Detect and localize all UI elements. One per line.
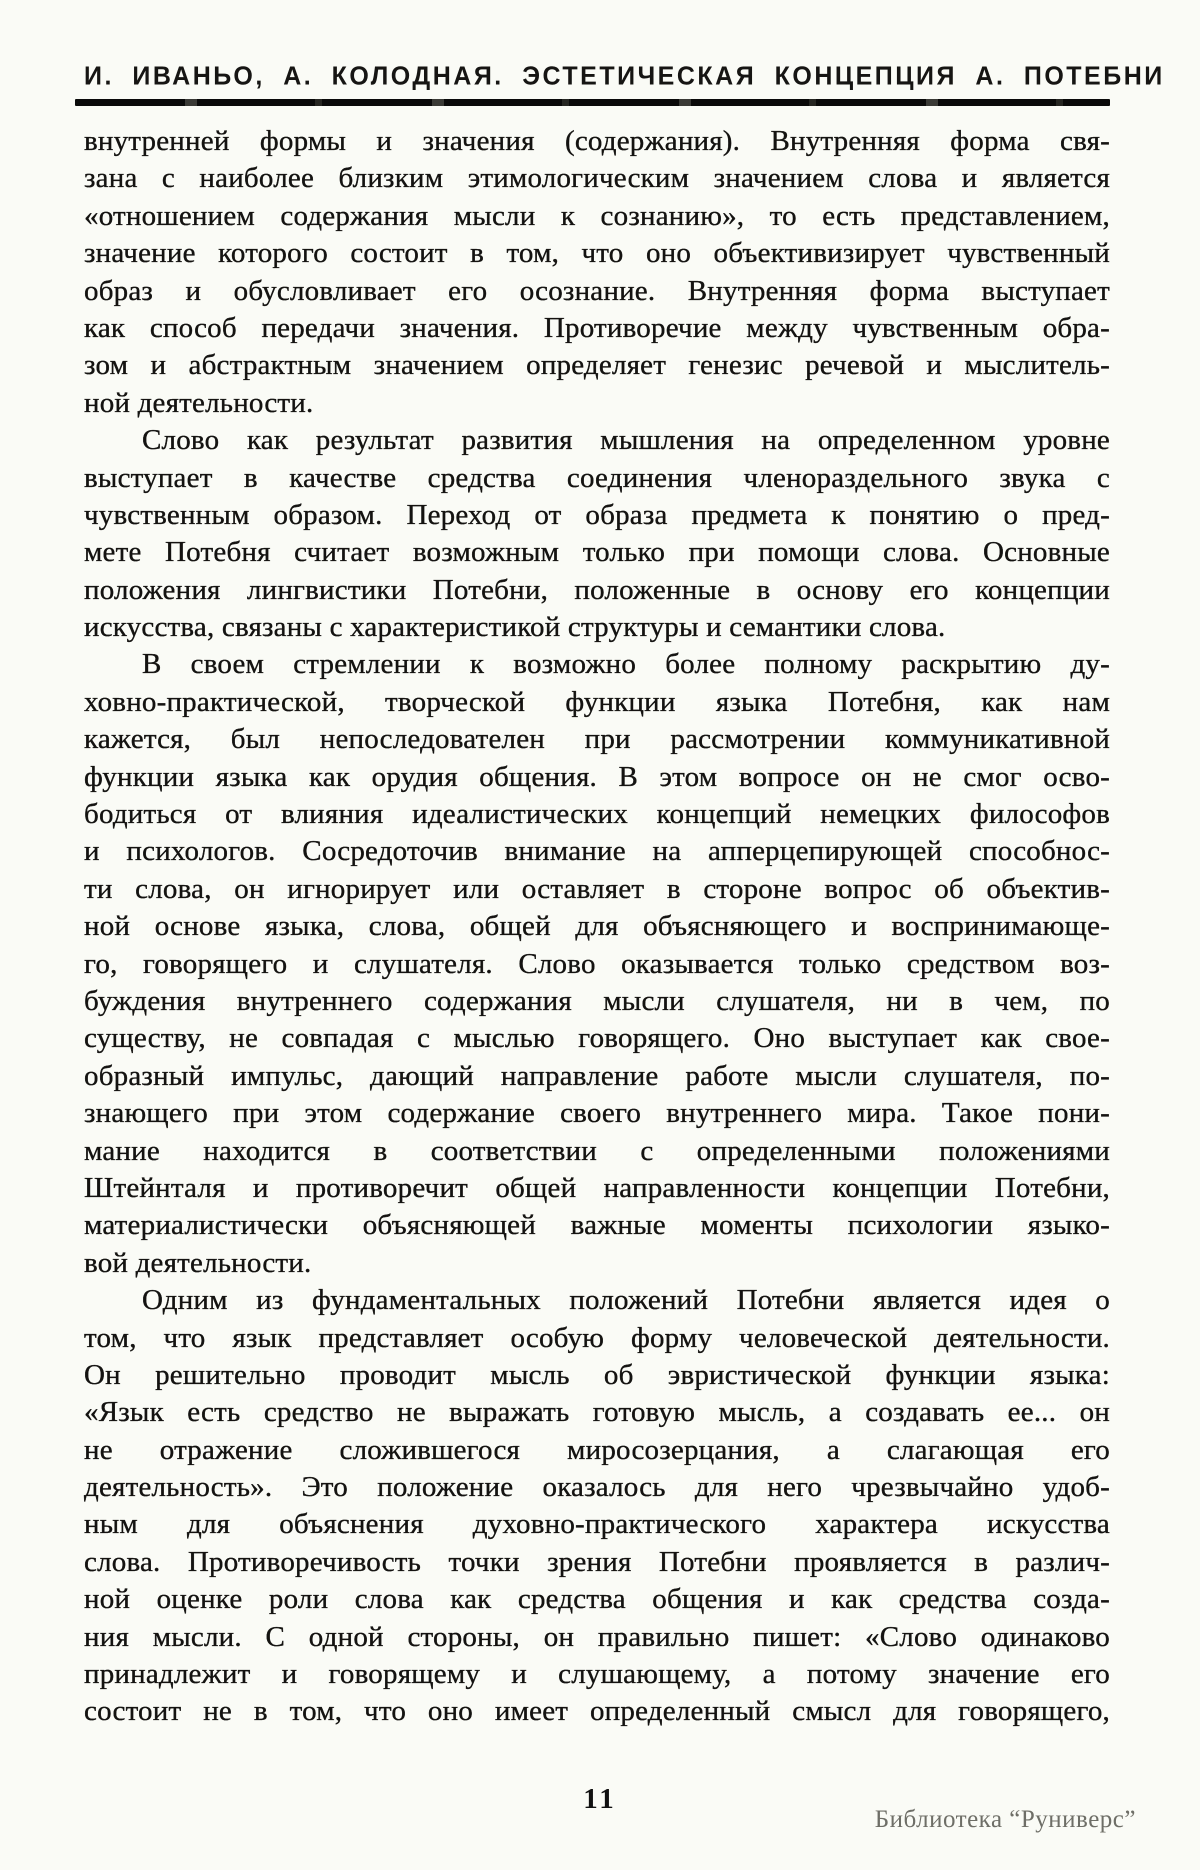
text-line: Штейнталя и противоречит общей направленности концепции Потебни, bbox=[84, 1171, 1110, 1204]
text-line: вой деятельности. bbox=[84, 1246, 312, 1279]
text-line: ным для объяснения духовно-практического характера искусства bbox=[84, 1508, 1110, 1541]
text-line: том, что язык представляет особую форму человеческой деятельности. bbox=[84, 1321, 1110, 1354]
text-line: значение которого состоит в том, что оно объективизирует чувственный bbox=[84, 237, 1110, 270]
text-line: мание находится в соответствии с определенными положениями bbox=[84, 1134, 1110, 1167]
text-line: кажется, был непоследователен при рассмотрении коммуникативной bbox=[84, 723, 1110, 756]
text-line: не отражение сложившегося миросозерцания, а слагающая его bbox=[84, 1433, 1110, 1466]
text-line: ной оценке роли слова как средства общения и как средства созда- bbox=[84, 1583, 1110, 1616]
text-line: состоит не в том, что оно имеет определенный смысл для говорящего, bbox=[84, 1695, 1110, 1728]
text-line: зом и абстрактным значением определяет генезис речевой и мыслитель- bbox=[84, 349, 1110, 382]
text-line: В своем стремлении к возможно более полному раскрытию ду- bbox=[142, 648, 1110, 681]
text-line: внутренней формы и значения (содержания). Внутренняя форма свя- bbox=[84, 125, 1110, 157]
text-line: го, говорящего и слушателя. Слово оказывается только средством воз- bbox=[84, 947, 1110, 980]
text-line: «отношением содержания мысли к сознанию», то есть представлением, bbox=[84, 199, 1110, 232]
text-line: искусства, связаны с характеристикой структуры и семантики слова. bbox=[84, 611, 946, 644]
text-line: зана с наиболее близким этимологическим значением слова и является bbox=[84, 162, 1110, 195]
text-line: образный импульс, дающий направление работе мысли слушателя, по- bbox=[84, 1059, 1110, 1092]
watermark: Библиотека “Руниверс” bbox=[874, 1806, 1136, 1833]
text-line: как способ передачи значения. Противоречие между чувственным обра- bbox=[84, 311, 1110, 344]
text-line: положения лингвистики Потебни, положенные в основу его концепции bbox=[84, 573, 1110, 606]
text-line: деятельность». Это положение оказалось для него чрезвычайно удоб- bbox=[84, 1471, 1110, 1504]
text-line: функции языка как орудия общения. В этом вопросе он не смог осво- bbox=[84, 760, 1110, 793]
text-line: ной деятельности. bbox=[84, 386, 314, 419]
text-line: выступает в качестве средства соединения членораздельного звука с bbox=[84, 461, 1110, 494]
text-line: материалистически объясняющей важные моменты психологии языко- bbox=[84, 1209, 1110, 1242]
text-line: ховно-практической, творческой функции языка Потебня, как нам bbox=[84, 685, 1110, 718]
text-line: Он решительно проводит мысль об эвристической функции языка: bbox=[84, 1358, 1110, 1391]
text-line: Одним из фундаментальных положений Потебни является идея о bbox=[142, 1284, 1110, 1317]
text-line: существу, не совпадая с мыслью говорящего. Оно выступает как свое- bbox=[84, 1022, 1110, 1055]
header-rule bbox=[75, 99, 1110, 106]
text-line: принадлежит и говорящему и слушающему, а потому значение его bbox=[84, 1658, 1110, 1691]
text-line: слова. Противоречивость точки зрения Потебни проявляется в различ- bbox=[84, 1545, 1110, 1578]
text-line: «Язык есть средство не выражать готовую мысль, а создавать ее... он bbox=[84, 1396, 1110, 1429]
text-line: чувственным образом. Переход от образа предмета к понятию о пред- bbox=[84, 498, 1110, 531]
text-line: образ и обусловливает его осознание. Внутренняя форма выступает bbox=[84, 274, 1110, 307]
text-line: Слово как результат развития мышления на определенном уровне bbox=[142, 424, 1110, 457]
text-line: и психологов. Сосредоточив внимание на апперцепирующей способнос- bbox=[84, 835, 1110, 868]
text-line: знающего при этом содержание своего внутреннего мира. Такое пони- bbox=[84, 1097, 1110, 1130]
text-line: бодиться от влияния идеалистических концепций немецких философов bbox=[84, 798, 1110, 831]
page-number: 11 bbox=[583, 1783, 617, 1815]
text-line: буждения внутреннего содержания мысли слушателя, ни в чем, по bbox=[84, 984, 1110, 1017]
text-line: ной основе языка, слова, общей для объясняющего и воспринимающе- bbox=[84, 910, 1110, 943]
body-text bbox=[84, 123, 1110, 1731]
text-line: мете Потебня считает возможным только при помощи слова. Основные bbox=[84, 536, 1110, 569]
running-header: И. ИВАНЬО, А. КОЛОДНАЯ. ЭСТЕТИЧЕСКАЯ КОНЦЕПЦИЯ А. ПОТЕБНИ bbox=[84, 61, 1165, 91]
text-line: ти слова, он игнорирует или оставляет в стороне вопрос об объектив- bbox=[84, 872, 1110, 905]
text-line: ния мысли. С одной стороны, он правильно пишет: «Слово одинаково bbox=[84, 1620, 1110, 1653]
